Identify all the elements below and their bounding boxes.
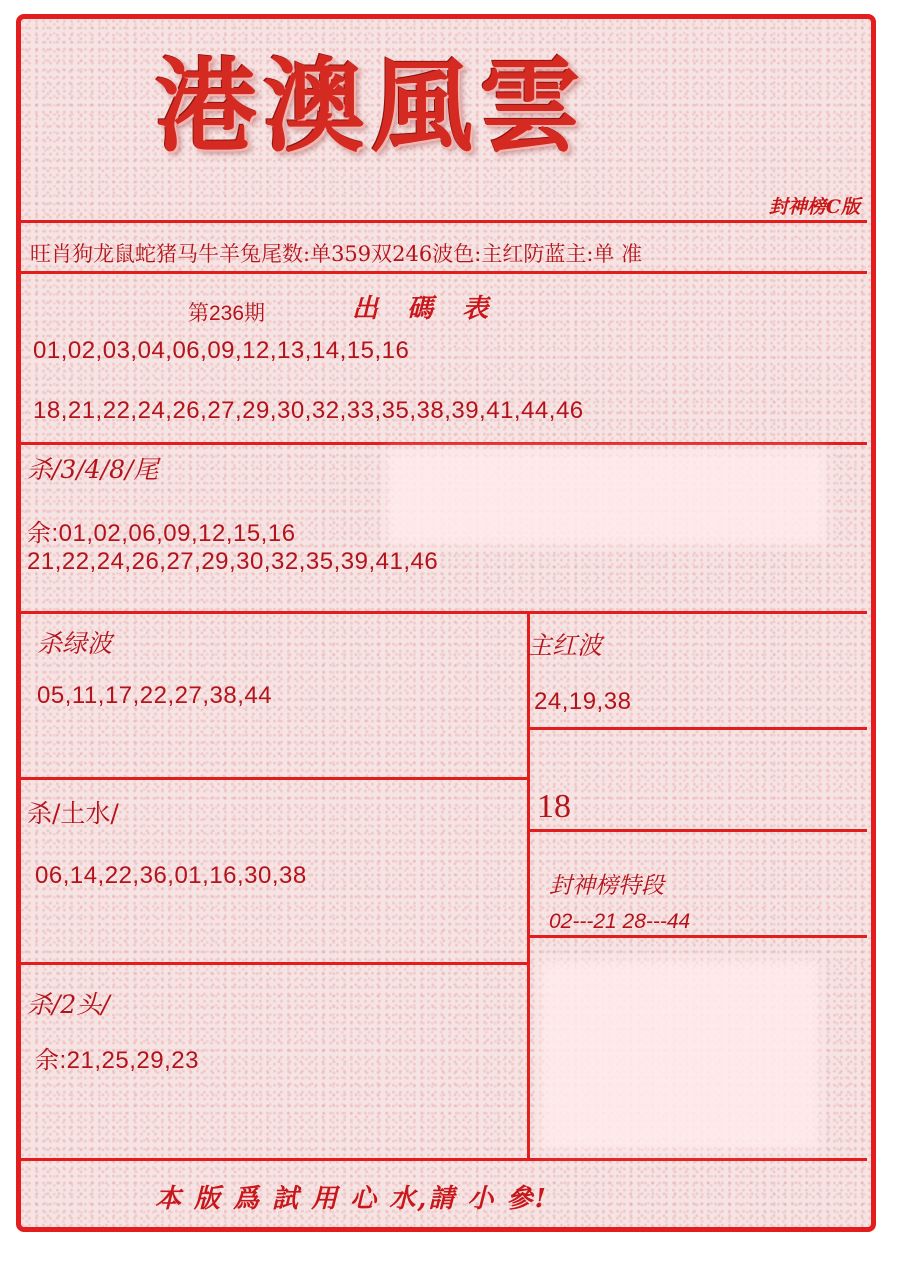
divider-footer bbox=[21, 1158, 867, 1161]
page-title: 港澳風雲 bbox=[155, 47, 587, 167]
divider-left-1 bbox=[21, 777, 529, 780]
main-red-numbers: 24,19,38 bbox=[534, 688, 632, 715]
kill-head-numbers: 余:21,25,29,23 bbox=[35, 1047, 199, 1074]
divider-right-1 bbox=[529, 727, 867, 730]
table-row-1: 01,02,03,04,06,09,12,13,14,15,16 bbox=[33, 337, 410, 364]
divider-right-2 bbox=[529, 829, 867, 832]
table-row-2: 18,21,22,24,26,27,29,30,32,33,35,38,39,41,44,46 bbox=[33, 397, 584, 424]
table-title: 出 碼 表 bbox=[352, 294, 499, 324]
kill-earth-water-numbers: 06,14,22,36,01,16,30,38 bbox=[35, 862, 307, 889]
divider-right-3 bbox=[529, 935, 867, 938]
issue-number: 第236期 bbox=[188, 302, 266, 325]
kill-green-numbers: 05,11,17,22,27,38,44 bbox=[37, 682, 273, 709]
edition-label: 封神榜C版 bbox=[768, 196, 860, 218]
divider-left-2 bbox=[21, 962, 529, 965]
blurred-area bbox=[386, 450, 826, 545]
kill-head-label: 杀/2头/ bbox=[27, 990, 110, 1019]
kill-green-label: 杀绿波 bbox=[37, 629, 113, 658]
zodiac-line: 旺肖狗龙鼠蛇猪马牛羊兔尾数:单359双246波色:主红防蓝主:单 准 bbox=[30, 242, 643, 266]
divider-vertical bbox=[527, 611, 530, 1161]
special-label: 封神榜特段 bbox=[549, 873, 664, 899]
blurred-area-lower bbox=[540, 960, 820, 1150]
main-red-label: 主红波 bbox=[527, 631, 603, 660]
single-number: 18 bbox=[537, 788, 571, 825]
kill-tail-row-1: 余:01,02,06,09,12,15,16 bbox=[27, 520, 296, 547]
footer-note: 本 版 爲 試 用 心 水,請 小 參! bbox=[155, 1184, 548, 1214]
divider-zodiac bbox=[21, 271, 867, 274]
divider-kill-tail bbox=[21, 611, 867, 614]
divider-table bbox=[21, 442, 867, 445]
kill-tail-row-2: 21,22,24,26,27,29,30,32,35,39,41,46 bbox=[27, 548, 439, 575]
kill-earth-water-label: 杀/土水/ bbox=[27, 799, 119, 828]
special-range: 02---21 28---44 bbox=[549, 910, 691, 933]
kill-tail-label: 杀/3/4/8/尾 bbox=[27, 455, 159, 484]
divider-header bbox=[21, 220, 867, 223]
